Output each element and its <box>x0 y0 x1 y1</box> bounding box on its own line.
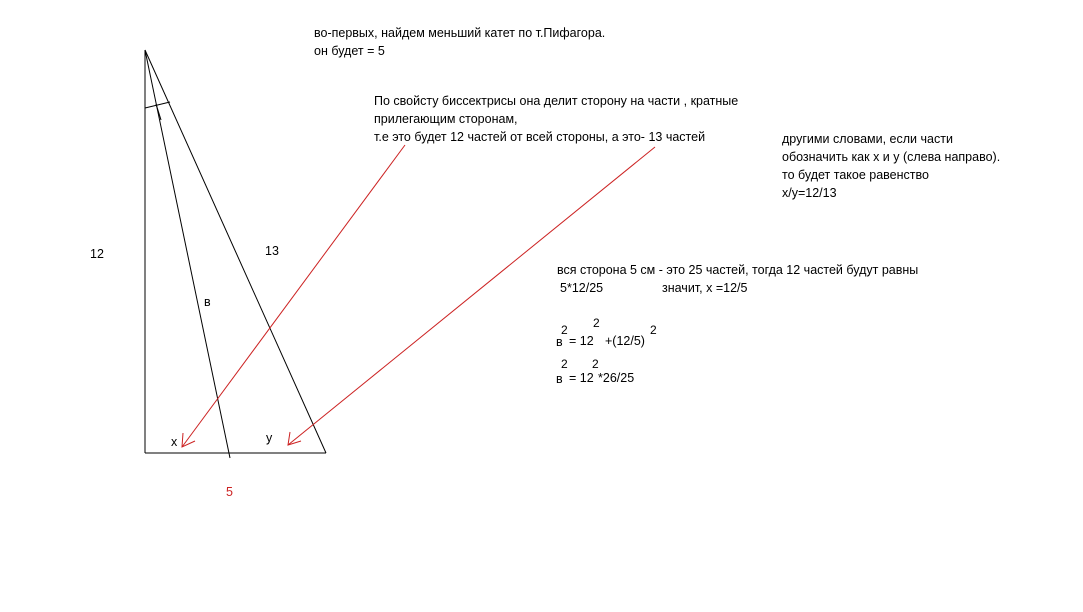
label-x: x <box>171 435 178 449</box>
note-bisector-line3: т.е это будет 12 частей от всей стороны, а это- 13 частей <box>374 130 706 144</box>
formula1-eq: = 12 <box>569 334 594 348</box>
formula1-plus: +(12/5) <box>605 334 645 348</box>
hypotenuse <box>145 50 326 453</box>
formula2-lhs-exp: 2 <box>561 357 568 371</box>
note-first-line1: во-первых, найдем меньший катет по т.Пифагора. <box>314 26 606 40</box>
formula1-lhs-exp: 2 <box>561 323 568 337</box>
label-bisector: в <box>204 295 211 309</box>
note-other-line3: то будет такое равенство <box>782 168 929 182</box>
note-bisector-line2: прилегающим сторонам, <box>374 112 518 126</box>
angle-mark-tick <box>156 104 161 120</box>
note-whole-result: значит, x =12/5 <box>662 281 748 295</box>
note-other-line2: обозначить как x и y (слева направо). <box>782 150 1001 164</box>
note-bisector-line1: По свойсту биссектрисы она делит сторону на части , кратные <box>374 94 739 108</box>
label-hyp-13: 13 <box>265 244 279 258</box>
note-whole-line1: вся сторона 5 см - это 25 частей, тогда 12 частей будут равны <box>557 263 919 277</box>
formula1-eq-exp: 2 <box>593 316 600 330</box>
formula1-lhs: в <box>556 335 563 349</box>
formula2-eq-exp: 2 <box>592 357 599 371</box>
angle-mark <box>145 102 170 108</box>
arrow-to-x <box>182 145 405 447</box>
formula2-eq: = 12 <box>569 371 594 385</box>
label-leg-12: 12 <box>90 247 104 261</box>
formula1-plus-exp: 2 <box>650 323 657 337</box>
note-first-line2: он будет = 5 <box>314 44 385 58</box>
label-y: y <box>266 431 273 445</box>
label-base-5: 5 <box>226 485 233 499</box>
formula2-lhs: в <box>556 372 563 386</box>
note-whole-calc: 5*12/25 <box>560 281 604 295</box>
note-other-line4: x/y=12/13 <box>782 186 837 200</box>
formula2-rest: *26/25 <box>598 371 635 385</box>
note-other-line1: другими словами, если части <box>782 132 953 146</box>
